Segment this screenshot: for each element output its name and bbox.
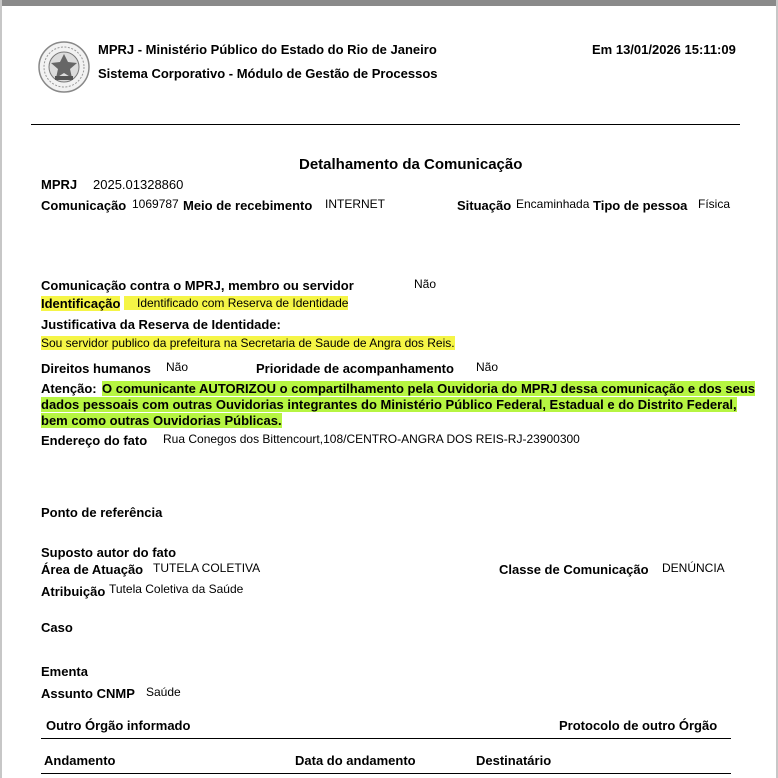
meio-recebimento-label: Meio de recebimento (183, 198, 313, 213)
suposto-autor-label: Suposto autor do fato (41, 545, 177, 560)
direitos-humanos-value: Não (166, 360, 189, 374)
situacao-value: Encaminhada (516, 197, 590, 211)
comunicacao-label: Comunicação (41, 198, 127, 213)
data-andamento-column-header: Data do andamento (295, 753, 416, 768)
outro-orgao-label: Outro Órgão informado (46, 718, 191, 733)
andamento-column-header: Andamento (44, 753, 116, 768)
caso-label: Caso (41, 620, 73, 635)
atribuicao-value: Tutela Coletiva da Saúde (109, 582, 244, 596)
atencao-text-line-1: O comunicante AUTORIZOU o compartilhamento pela Ouvidoria do MPRJ dessa comunicação e dos seus (102, 381, 756, 396)
mprj-seal-logo-icon (37, 40, 91, 94)
atencao-text-line-2: dados pessoais com outras Ouvidorias integrantes do Ministério Público Federal, Estadual e do Distrito Federal, (41, 397, 737, 412)
atencao-text-line-3: bem como outras Ouvidorias Públicas. (41, 413, 282, 428)
assunto-cnmp-value: Saúde (146, 685, 181, 699)
comunicacao-contra-value: Não (414, 277, 437, 291)
endereco-label: Endereço do fato (41, 433, 148, 448)
justificativa-value: Sou servidor publico da prefeitura na Secretaria de Saude de Angra dos Reis. (41, 336, 455, 350)
system-name: Sistema Corporativo - Módulo de Gestão de Processos (98, 66, 438, 81)
atencao-label: Atenção: (41, 381, 97, 396)
report-timestamp: Em 13/01/2026 15:11:09 (592, 42, 736, 57)
direitos-humanos-label: Direitos humanos (41, 361, 151, 376)
prioridade-label: Prioridade de acompanhamento (256, 361, 454, 376)
endereco-value: Rua Conegos dos Bittencourt,108/CENTRO-ANGRA DOS REIS-RJ-23900300 (163, 432, 580, 446)
meio-recebimento-value: INTERNET (325, 197, 385, 211)
justificativa-label: Justificativa da Reserva de Identidade: (41, 317, 281, 332)
destinatario-column-header: Destinatário (476, 753, 552, 768)
classe-comunicacao-label: Classe de Comunicação (499, 562, 649, 577)
comunicacao-contra-label: Comunicação contra o MPRJ, membro ou servidor (41, 278, 354, 293)
page-left-border (0, 0, 2, 778)
situacao-label: Situação (457, 198, 512, 213)
identificacao-label: Identificação (41, 296, 121, 311)
area-atuacao-label: Área de Atuação (41, 562, 144, 577)
page-title: Detalhamento da Comunicação (299, 156, 523, 173)
outro-orgao-divider (41, 738, 731, 739)
comunicacao-number: 1069787 (132, 197, 179, 211)
assunto-cnmp-label: Assunto CNMP (41, 686, 135, 701)
protocolo-outro-orgao-label: Protocolo de outro Órgão (559, 718, 718, 733)
mprj-number: 2025.01328860 (93, 177, 184, 192)
andamento-divider (41, 773, 731, 774)
identificacao-value: Identificado com Reserva de Identidade (124, 296, 348, 310)
atribuicao-label: Atribuição (41, 584, 106, 599)
window-top-border (0, 0, 778, 6)
tipo-pessoa-value: Física (698, 197, 731, 211)
ementa-label: Ementa (41, 664, 88, 679)
header-divider (31, 124, 740, 125)
area-atuacao-value: TUTELA COLETIVA (153, 561, 261, 575)
org-name: MPRJ - Ministério Público do Estado do Rio de Janeiro (98, 42, 437, 57)
ponto-referencia-label: Ponto de referência (41, 505, 163, 520)
prioridade-value: Não (476, 360, 499, 374)
tipo-pessoa-label: Tipo de pessoa (593, 198, 688, 213)
mprj-label: MPRJ (41, 177, 78, 192)
classe-comunicacao-value: DENÚNCIA (662, 561, 725, 575)
